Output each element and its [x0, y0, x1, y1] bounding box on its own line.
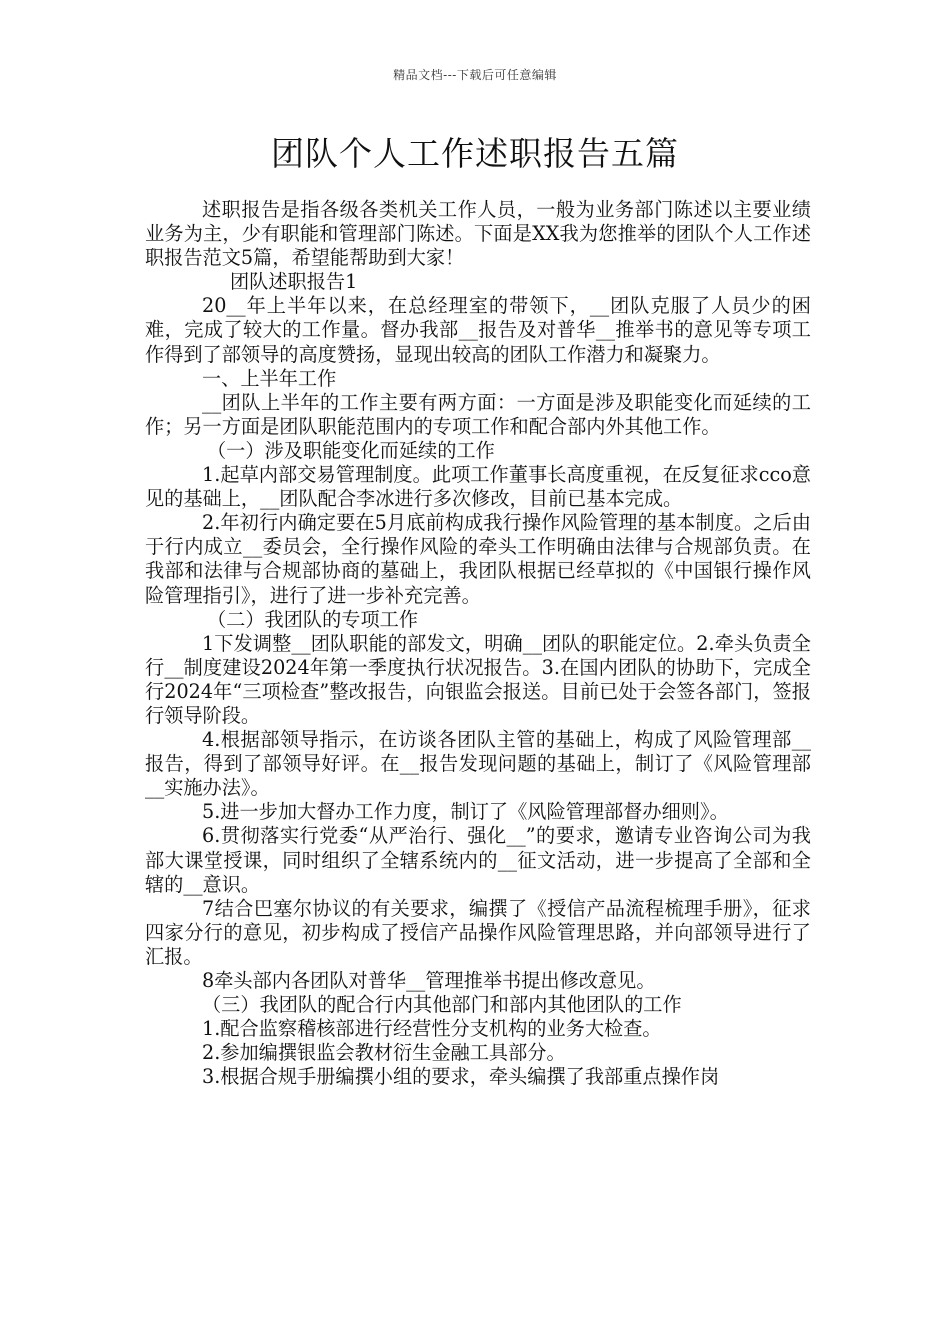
paragraph-intro: 述职报告是指各级各类机关工作人员，一般为业务部门陈述以主要业绩业务为主，少有职能和管理部门陈述。下面是XX我为您推举的团队个人工作述职报告范文5篇，希望能帮助到大家！	[145, 198, 811, 270]
document-body	[145, 198, 811, 1089]
paragraph: 1下发调整__团队职能的部发文，明确__团队的职能定位。2.牵头负责全行__制度建设2024年第一季度执行状况报告。3.在国内团队的协助下，完成全行2024年“三项检查”整改报告，向银监会报送。目前已处于会签各部门，签报行领导阶段。	[145, 631, 811, 727]
paragraph: 5.进一步加大督办工作力度，制订了《风险管理部督办细则》。	[202, 800, 729, 824]
paragraph: 2.参加编撰银监会教材衍生金融工具部分。	[202, 1041, 566, 1065]
page-title: 团队个人工作述职报告五篇	[271, 134, 679, 173]
header-note: 精品文档---下载后可任意编辑	[393, 68, 557, 82]
subsection-heading: （一）涉及职能变化而延续的工作	[207, 438, 495, 462]
paragraph: 8牵头部内各团队对普华__管理推举书提出修改意见。	[202, 969, 656, 992]
paragraph: __团队上半年的工作主要有两方面：一方面是涉及职能变化而延续的工作；另一方面是团队职能范围内的专项工作和配合部内外其他工作。	[145, 390, 811, 438]
subsection-heading: （三）我团队的配合行内其他部门和部内其他团队的工作	[202, 993, 682, 1017]
paragraph: 4.根据部领导指示，在访谈各团队主管的基础上，构成了风险管理部__报告，得到了部领导好评。在__报告发现问题的基础上，制订了《风险管理部__实施办法》。	[145, 728, 811, 800]
paragraph: 1.起草内部交易管理制度。此项工作董事长高度重视，在反复征求cco意见的基础上，__团队配合李冰进行多次修改，目前已基本完成。	[145, 463, 811, 511]
paragraph: 6.贯彻落实行党委“从严治行、强化__”的要求，邀请专业咨询公司为我部大课堂授课，同时组织了全辖系统内的__征文活动，进一步提高了全部和全辖的__意识。	[145, 824, 811, 896]
paragraph: 1.配合监察稽核部进行经营性分支机构的业务大检查。	[202, 1017, 662, 1041]
paragraph: 20__年上半年以来，在总经理室的带领下，__团队克服了人员少的困难，完成了较大的工作量。督办我部__报告及对普华__推举书的意见等专项工作得到了部领导的高度赞扬，显现出较高的团队工作潜力和凝聚力。	[145, 294, 811, 366]
paragraph: 2.年初行内确定要在5月底前构成我行操作风险管理的基本制度。之后由于行内成立__委员会，全行操作风险的牵头工作明确由法律与合规部负责。在我部和法律与合规部协商的墓础上，我团队根据已经草拟的《中国银行操作风险管理指引》，进行了进一步补充完善。	[145, 511, 811, 607]
paragraph: 7结合巴塞尔协议的有关要求，编撰了《授信产品流程梳理手册》，征求四家分行的意见，初步构成了授信产品操作风险管理思路，并向部领导进行了汇报。	[145, 896, 811, 968]
subsection-heading: （二）我团队的专项工作	[207, 607, 419, 631]
section-heading: 一、上半年工作	[202, 366, 337, 390]
paragraph: 3.根据合规手册编撰小组的要求，牵头编撰了我部重点操作岗	[202, 1065, 720, 1089]
section-heading-report-1: 团队述职报告1	[230, 270, 358, 294]
